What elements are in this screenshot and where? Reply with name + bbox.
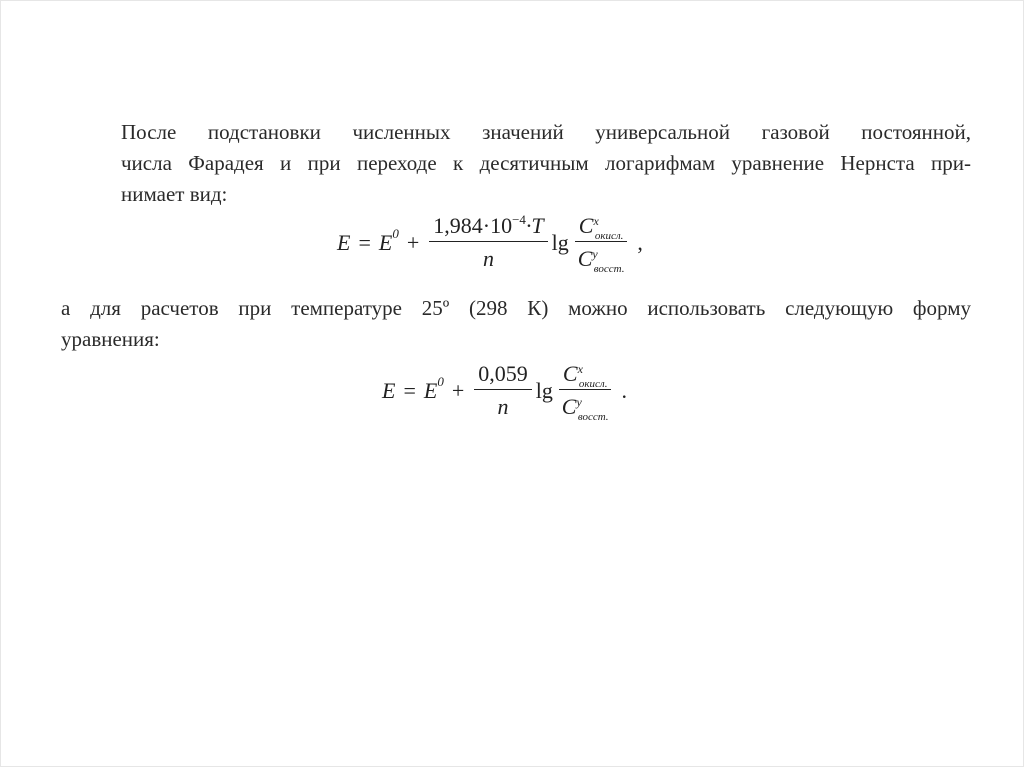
formula-lhs: E — [382, 377, 396, 403]
text-line: числа Фарадея и при переходе к десятичным логарифмам уравнение Нернста при- — [121, 151, 971, 175]
coefficient-fraction — [474, 361, 532, 420]
coefficient-denominator: n — [429, 241, 547, 272]
formula-plus: + — [451, 377, 465, 403]
log-operator: lg — [535, 377, 553, 403]
paragraph-intro — [61, 117, 971, 210]
concentration-fraction — [575, 213, 628, 275]
coefficient-fraction — [429, 213, 547, 272]
formula-plus: + — [406, 229, 420, 255]
log-operator: lg — [551, 229, 569, 255]
nernst-equation-25c — [382, 361, 627, 423]
coefficient-numerator: 0,059 — [478, 361, 528, 386]
coefficient-numerator: $1,984\cdot 10^{-4}\cdot T$ — [433, 212, 544, 238]
formula-punctuation: , — [637, 229, 643, 255]
text-line: а для расчетов при температуре 25º (298 К) можно использовать следующую форму — [61, 296, 971, 320]
concentration-fraction — [559, 361, 612, 423]
coefficient-denominator: n — [474, 389, 532, 420]
reduced-concentration: $C^y_{восст.}$ — [559, 389, 612, 420]
oxidized-concentration: $C^x_{окисл.}$ — [562, 361, 608, 390]
formula-e0-superscript: 0 — [437, 373, 444, 389]
reduced-concentration: $C^y_{восст.}$ — [575, 241, 628, 272]
formula-punctuation: . — [621, 377, 627, 403]
formula-e0-superscript: 0 — [392, 225, 399, 241]
text-line: После подстановки численных значений универсальной газовой постоянной, — [121, 120, 971, 144]
formula-lhs: E — [337, 229, 351, 255]
formula-equals: = — [403, 377, 416, 403]
text-line: нимает вид: — [121, 182, 228, 206]
formula-e0: E — [378, 229, 393, 255]
formula-equals: = — [358, 229, 371, 255]
text-line: уравнения: — [61, 327, 160, 351]
nernst-equation-general — [337, 212, 643, 275]
formula-e0: E — [423, 377, 438, 403]
paragraph-temperature — [61, 293, 971, 355]
oxidized-concentration: $C^x_{окисл.}$ — [578, 213, 624, 242]
